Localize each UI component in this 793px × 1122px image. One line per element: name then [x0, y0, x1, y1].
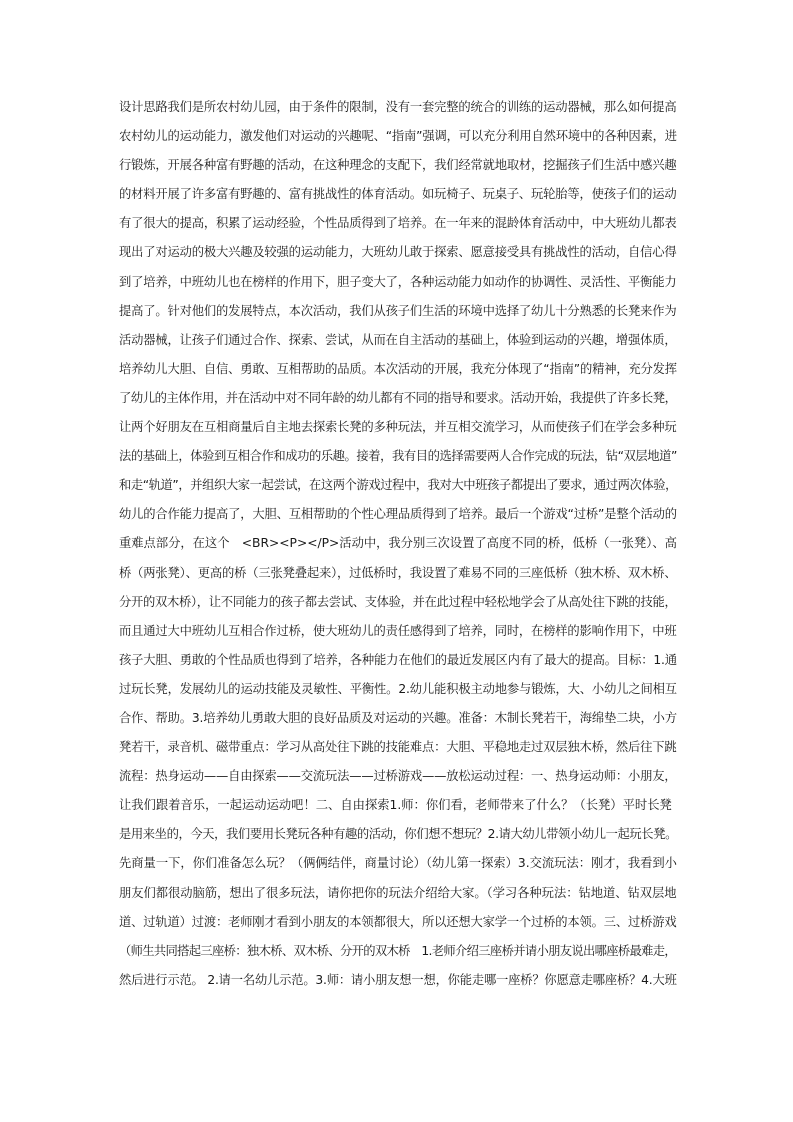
text-line: 提高了。针对他们的发展特点，本次活动，我们从孩子们生活的环境中选择了幼儿十分熟悉的长凳来作为: [119, 303, 677, 318]
text-line: 有了很大的提高，积累了运动经验，个性品质得到了培养。在一年来的混龄体育活动中，中大班幼儿都表: [119, 216, 677, 231]
text-line: 的材料开展了许多富有野趣的、富有挑战性的体育活动。如玩椅子、玩桌子、玩轮胎等，使孩子们的运动: [119, 187, 677, 202]
text-line: 孩子大胆、勇敢的个性品质也得到了培养，各种能力在他们的最近发展区内有了最大的提高。目标：1.通: [119, 652, 677, 667]
text-line: 了幼儿的主体作用，并在活动中对不同年龄的幼儿都有不同的指导和要求。活动开始，我提供了许多长凳，: [119, 390, 677, 405]
text-line: 朋友们都很动脑筋，想出了很多玩法，请你把你的玩法介绍给大家。（学习各种玩法：钻地道、钻双层地: [119, 885, 677, 900]
text-line: 到了培养，中班幼儿也在榜样的作用下，胆子变大了，各种运动能力如动作的协调性、灵活性、平衡能力: [119, 274, 677, 289]
text-line: 过玩长凳，发展幼儿的运动技能及灵敏性、平衡性。2.幼儿能积极主动地参与锻炼，大、小幼儿之间相互: [119, 681, 677, 696]
text-line: 幼儿的合作能力提高了，大胆、互相帮助的个性心理品质得到了培养。最后一个游戏“过桥”是整个活动的: [119, 507, 677, 522]
text-line: 而且通过大中班幼儿互相合作过桥，使大班幼儿的责任感得到了培养，同时，在榜样的影响作用下，中班: [119, 623, 677, 638]
text-line: 培养幼儿大胆、自信、勇敢、互相帮助的品质。本次活动的开展，我充分体现了“指南”的精神，充分发挥: [119, 361, 677, 376]
text-line: 活动器械，让孩子们通过合作、探索、尝试，从而在自主活动的基础上，体验到运动的兴趣，增强体质，: [119, 332, 677, 347]
text-line: 然后进行示范。 2.请一名幼儿示范。3.师：请小朋友想一想，你能走哪一座桥？你愿意走哪座桥？4.大班: [119, 972, 677, 987]
text-line: 让我们跟着音乐，一起运动运动吧！二、自由探索1.师：你们看，老师带来了什么？（长凳）平时长凳: [119, 798, 672, 813]
text-line: （师生共同搭起三座桥：独木桥、双木桥、分开的双木桥 1.老师介绍三座桥并请小朋友说出哪座桥最难走，: [119, 943, 677, 958]
text-line: 道、过轨道）过渡：老师刚才看到小朋友的本领都很大，所以还想大家学一个过桥的本领。三、过桥游戏: [119, 914, 677, 929]
text-line: 是用来坐的，今天，我们要用长凳玩各种有趣的活动，你们想不想玩？2.请大幼儿带领小幼儿一起玩长凳。: [119, 827, 677, 842]
text-line: 合作、帮助。3.培养幼儿勇敢大胆的良好品质及对运动的兴趣。准备：木制长凳若干，海绵垫二块，小方: [119, 710, 677, 725]
text-line: 行锻炼，开展各种富有野趣的活动，在这种理念的支配下，我们经常就地取材，挖掘孩子们生活中感兴趣: [119, 158, 677, 173]
text-line: 法的基础上，体验到互相合作和成功的乐趣。接着，我有目的选择需要两人合作完成的玩法，钻“双层地道”: [119, 449, 677, 464]
text-line: 现出了对运动的极大兴趣及较强的运动能力，大班幼儿敢于探索、愿意接受具有挑战性的活动，自信心得: [119, 245, 677, 260]
document-body: [119, 93, 677, 995]
text-line: 重难点部分，在这个 <BR><P></P>活动中，我分别三次设置了高度不同的桥，低桥（一张凳）、高: [119, 536, 677, 551]
text-line: 和走“轨道”，并组织大家一起尝试，在这两个游戏过程中，我对大中班孩子都提出了要求，通过两次体验，: [119, 478, 677, 493]
text-line: 让两个好朋友在互相商量后自主地去探索长凳的多种玩法，并互相交流学习，从而使孩子们在学会多种玩: [119, 420, 677, 435]
text-line: 流程：热身运动——自由探索——交流玩法——过桥游戏——放松运动过程：一、热身运动师：小朋友，: [119, 769, 677, 784]
text-line: 分开的双木桥），让不同能力的孩子都去尝试、支体验，并在此过程中轻松地学会了从高处往下跳的技能，: [119, 594, 677, 609]
text-line: 凳若干，录音机、磁带重点：学习从高处往下跳的技能难点：大胆、平稳地走过双层独木桥，然后往下跳: [119, 740, 677, 755]
text-line: 先商量一下，你们准备怎么玩？（俩俩结伴，商量讨论）（幼儿第一探索）3.交流玩法：刚才，我看到小: [119, 856, 677, 871]
text-line: 农村幼儿的运动能力，激发他们对运动的兴趣呢、“指南”强调，可以充分利用自然环境中的各种因素，进: [119, 129, 677, 144]
text-line: 设计思路我们是所农村幼儿园，由于条件的限制，没有一套完整的统合的训练的运动器械，那么如何提高: [119, 100, 677, 114]
text-line: 桥（两张凳）、更高的桥（三张凳叠起来），过低桥时，我设置了难易不同的三座低桥（独木桥、双木桥、: [119, 565, 677, 580]
